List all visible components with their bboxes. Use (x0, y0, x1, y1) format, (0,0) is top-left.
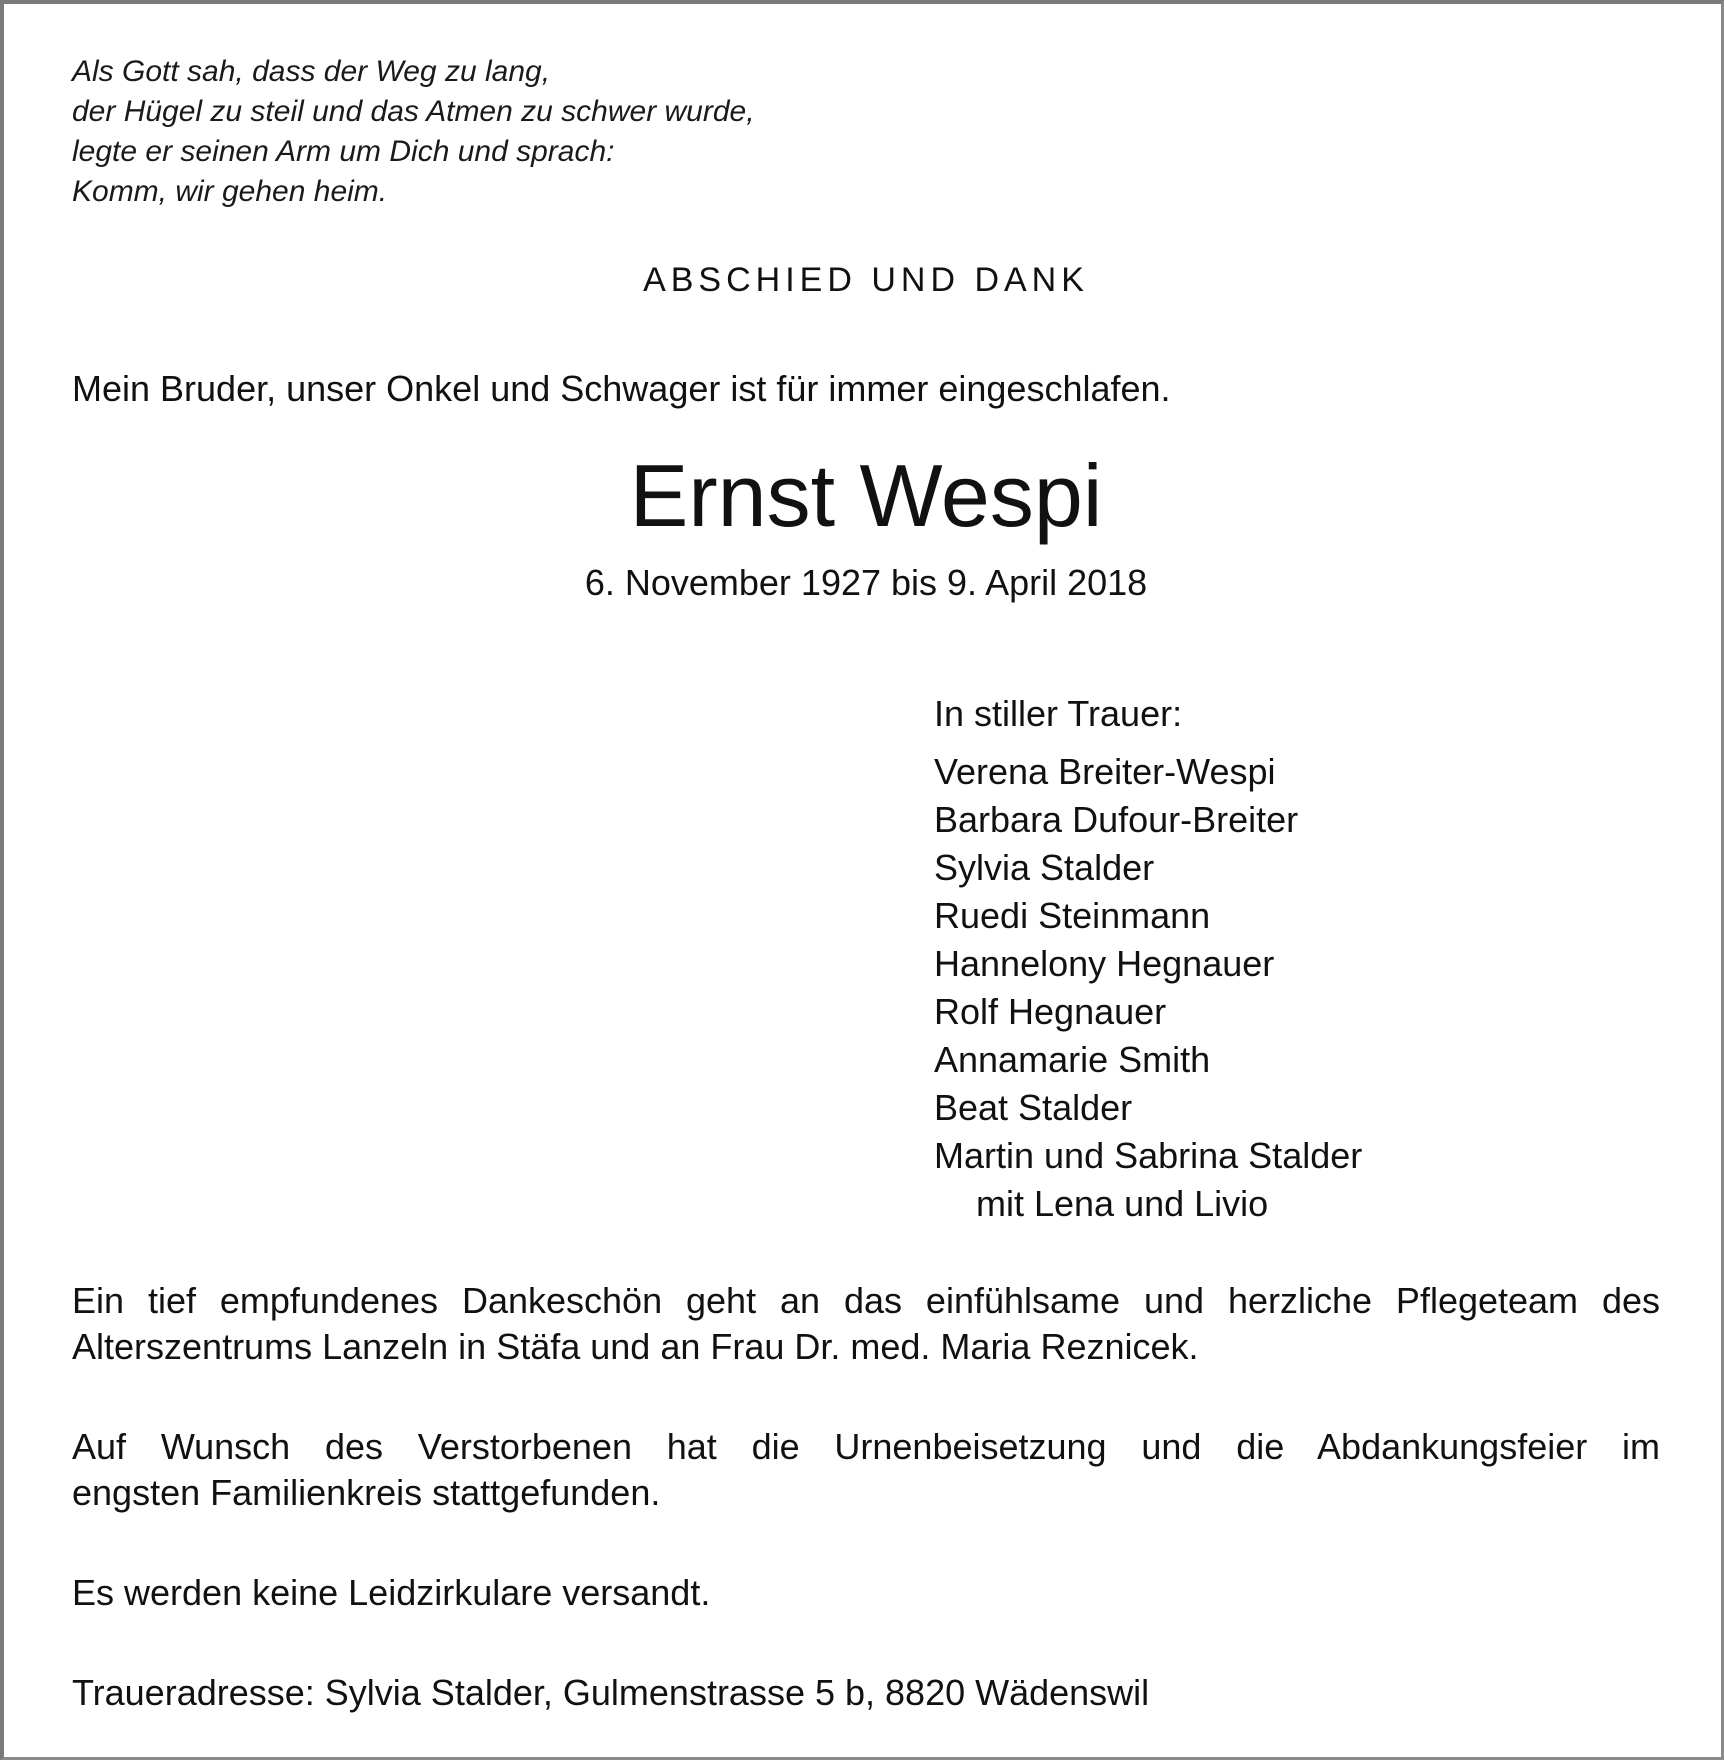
mourners-label: In stiller Trauer: (934, 693, 1183, 734)
mourner-name: mit Lena und Livio (976, 1183, 1269, 1224)
paragraph-line: Ein tief empfundenes Dankeschön geht an das einfühlsame und herzliche Pflegeteam des (72, 1280, 1660, 1321)
mourner-name: Rolf Hegnauer (934, 991, 1167, 1032)
mourner-name: Sylvia Stalder (934, 847, 1155, 888)
mourners-list (934, 690, 1362, 1228)
poem-line: Als Gott sah, dass der Weg zu lang, (72, 55, 551, 88)
thanks-paragraph (72, 1278, 1660, 1370)
mourner-name: Annamarie Smith (934, 1039, 1211, 1080)
intro-text: Mein Bruder, unser Onkel und Schwager ist für immer eingeschlafen. (72, 368, 1171, 409)
mourner-name: Verena Breiter-Wespi (934, 751, 1276, 792)
mourning-address: Traueradresse: Sylvia Stalder, Gulmenstrasse 5 b, 8820 Wädenswil (72, 1672, 1150, 1713)
paragraph-line: Auf Wunsch des Verstorbenen hat die Urnenbeisetzung und die Abdankungsfeier im (72, 1426, 1660, 1467)
mourner-name: Barbara Dufour-Breiter (934, 799, 1299, 840)
wish-paragraph (72, 1424, 1660, 1516)
mourner-name: Martin und Sabrina Stalder (934, 1135, 1363, 1176)
mourner-name: Ruedi Steinmann (934, 895, 1211, 936)
mourner-name: Hannelony Hegnauer (934, 943, 1275, 984)
paragraph-line: engsten Familienkreis stattgefunden. (72, 1472, 661, 1513)
life-dates: 6. November 1927 bis 9. April 2018 (584, 562, 1148, 603)
poem-line: legte er seinen Arm um Dich und sprach: (72, 135, 615, 168)
paragraph-line: Alterszentrums Lanzeln in Stäfa und an Frau Dr. med. Maria Reznicek. (72, 1326, 1199, 1367)
no-circulars-paragraph: Es werden keine Leidzirkulare versandt. (72, 1572, 711, 1613)
mourner-name: Beat Stalder (934, 1087, 1133, 1128)
deceased-name: Ernst Wespi (629, 446, 1103, 545)
poem-line: Komm, wir gehen heim. (72, 175, 388, 208)
notice-heading: ABSCHIED UND DANK (643, 261, 1089, 299)
poem (72, 52, 755, 212)
poem-line: der Hügel zu steil und das Atmen zu schwer wurde, (72, 95, 755, 128)
